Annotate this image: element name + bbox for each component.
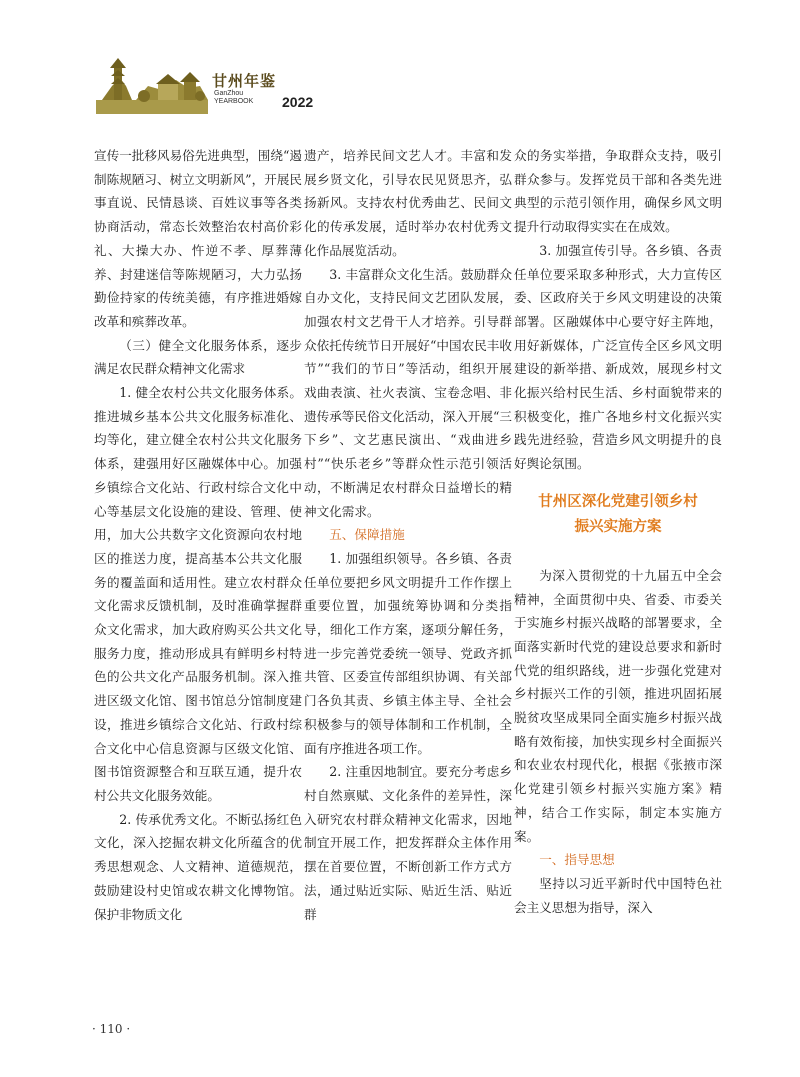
page-number: · 110 · xyxy=(92,1022,131,1036)
article-title xyxy=(514,490,722,540)
paragraph: 3. 加强宣传引导。各乡镇、各责任单位要采取多种形式，大力宣传区委、区政府关于乡风文明建设的决策部署。区融媒体中心要守好主阵地，用好新媒体，广泛宣传全区乡风文明建设的新举措、新成效，展现乡村文化振兴给村民生活、乡村面貌带来的积极变化，推广各地乡村文化振兴实践先进经验，营造乡风文明提升的良好舆论氛围。 xyxy=(514,242,722,472)
section-heading: 五、保障措施 xyxy=(329,527,405,543)
paragraph: 众的务实举措，争取群众支持，吸引群众参与。发挥党员干部和各类先进典型的示范引领作用，确保乡风文明提升行动取得实实在在成效。 xyxy=(514,148,722,235)
paragraph: 遗产，培养民间文艺人才。丰富和发展乡贤文化，引导农民见贤思齐，弘扬新风。支持农村优秀曲艺、民间文化的传承发展，适时举办农村优秀文化作品展览活动。 xyxy=(304,148,512,258)
yearbook-year: 2022 xyxy=(282,94,314,110)
text-column-2 xyxy=(304,144,512,926)
section-heading: 一、指导思想 xyxy=(539,852,615,868)
yearbook-english-line1: GanZhou xyxy=(214,90,244,97)
paragraph: 2. 传承优秀文化。不断弘扬红色文化，深入挖掘农耕文化所蕴含的优秀思想观念、人文精神、道德规范，鼓励建设村史馆或农耕文化博物馆。保护非物质文化 xyxy=(94,811,302,922)
subsection-heading: （三）健全文化服务体系，逐步满足农民群众精神文化需求 xyxy=(94,337,302,377)
text-column-3 xyxy=(514,144,722,919)
paragraph: 3. 丰富群众文化生活。鼓励群众自办文化，支持民间文艺团队发展，加强农村文艺骨干人才培养。引导群众依托传统节日开展好“中国农民丰收节”“我们的节日”等活动，组织开展戏曲表演、社火表演、宝卷念唱、非遗传承等民俗文化活动，深入开展“三下乡”、文艺惠民演出、“戏曲进乡村”“快乐老乡”等群众性示范引领活动，不断满足农村群众日益增长的精神文化需求。 xyxy=(304,266,512,519)
paragraph: 坚持以习近平新时代中国特色社会主义思想为指导，深入 xyxy=(514,875,722,915)
yearbook-english-name xyxy=(214,90,253,106)
article-title-line2: 振兴实施方案 xyxy=(574,518,662,535)
text-column-1 xyxy=(94,144,302,926)
yearbook-header xyxy=(96,56,356,116)
paragraph: 1. 加强组织领导。各乡镇、各责任单位要把乡风文明提升工作作摆上重要位置，加强统筹协调和分类指导，细化工作方案，逐项分解任务，进一步完善党委统一领导、党政齐抓共管、区委宣传部组织协调、有关部门各负其责、乡镇主体主导、全社会积极参与的领导体制和工作机制，全面有序推进各项工作。 xyxy=(304,550,512,756)
paragraph: 1. 健全农村公共文化服务体系。推进城乡基本公共文化服务标准化、均等化，建立健全农村公共文化服务体系，建强用好区融媒体中心。加强乡镇综合文化站、行政村综合文化中心等基层文化设施的建设、管理、使用，加大公共数字文化资源向农村地区的推送力度，提高基本公共文化服务的覆盖面和适用性。建立农村群众文化需求反馈机制，及时准确掌握群众文化需求，加大政府购买公共文化服务力度，推动形成具有鲜明乡村特色的公共文化产品服务机制。深入推进区级文化馆、图书馆总分馆制度建设，推进乡镇综合文化站、行政村综合文化中心信息资源与区级文化馆、图书馆资源整合和互联互通，提升农村公共文化服务效能。 xyxy=(94,385,302,803)
yearbook-english-line2: YEARBOOK xyxy=(214,98,254,105)
article-title-line1: 甘州区深化党建引领乡村 xyxy=(538,493,698,510)
ganzhou-landmark-logo-icon xyxy=(96,56,208,116)
paragraph: 为深入贯彻党的十九届五中全会精神，全面贯彻中央、省委、市委关于实施乡村振兴战略的部署要求，全面落实新时代党的建设总要求和新时代党的组织路线，进一步强化党建对乡村振兴工作的引领，推进巩固拓展脱贫攻坚成果同全面实施乡村振兴战略有效衔接，加快实现乡村全面振兴和农业农村现代化，根据《张掖市深化党建引领乡村振兴实施方案》精神，结合工作实际，制定本实施方案。 xyxy=(514,567,722,844)
paragraph: 2. 注重因地制宜。要充分考虑乡村自然禀赋、文化条件的差异性，深入研究农村群众精神文化需求，因地制宜开展工作，把发挥群众主体作用摆在首要位置，不断创新工作方式方法，通过贴近实际、贴近生活、贴近群 xyxy=(304,764,512,922)
yearbook-title: 甘州年鉴 xyxy=(212,72,277,90)
paragraph: 宣传一批移风易俗先进典型，围绕“遏制陈规陋习、树立文明新风”，开展民事直说、民情恳谈、百姓议事等各类协商活动，常态长效整治农村高价彩礼、大操大办、忤逆不孝、厚葬薄养、封建迷信等陈规陋习，大力弘扬勤俭持家的传统美德，有序推进婚嫁改革和殡葬改革。 xyxy=(94,148,302,329)
